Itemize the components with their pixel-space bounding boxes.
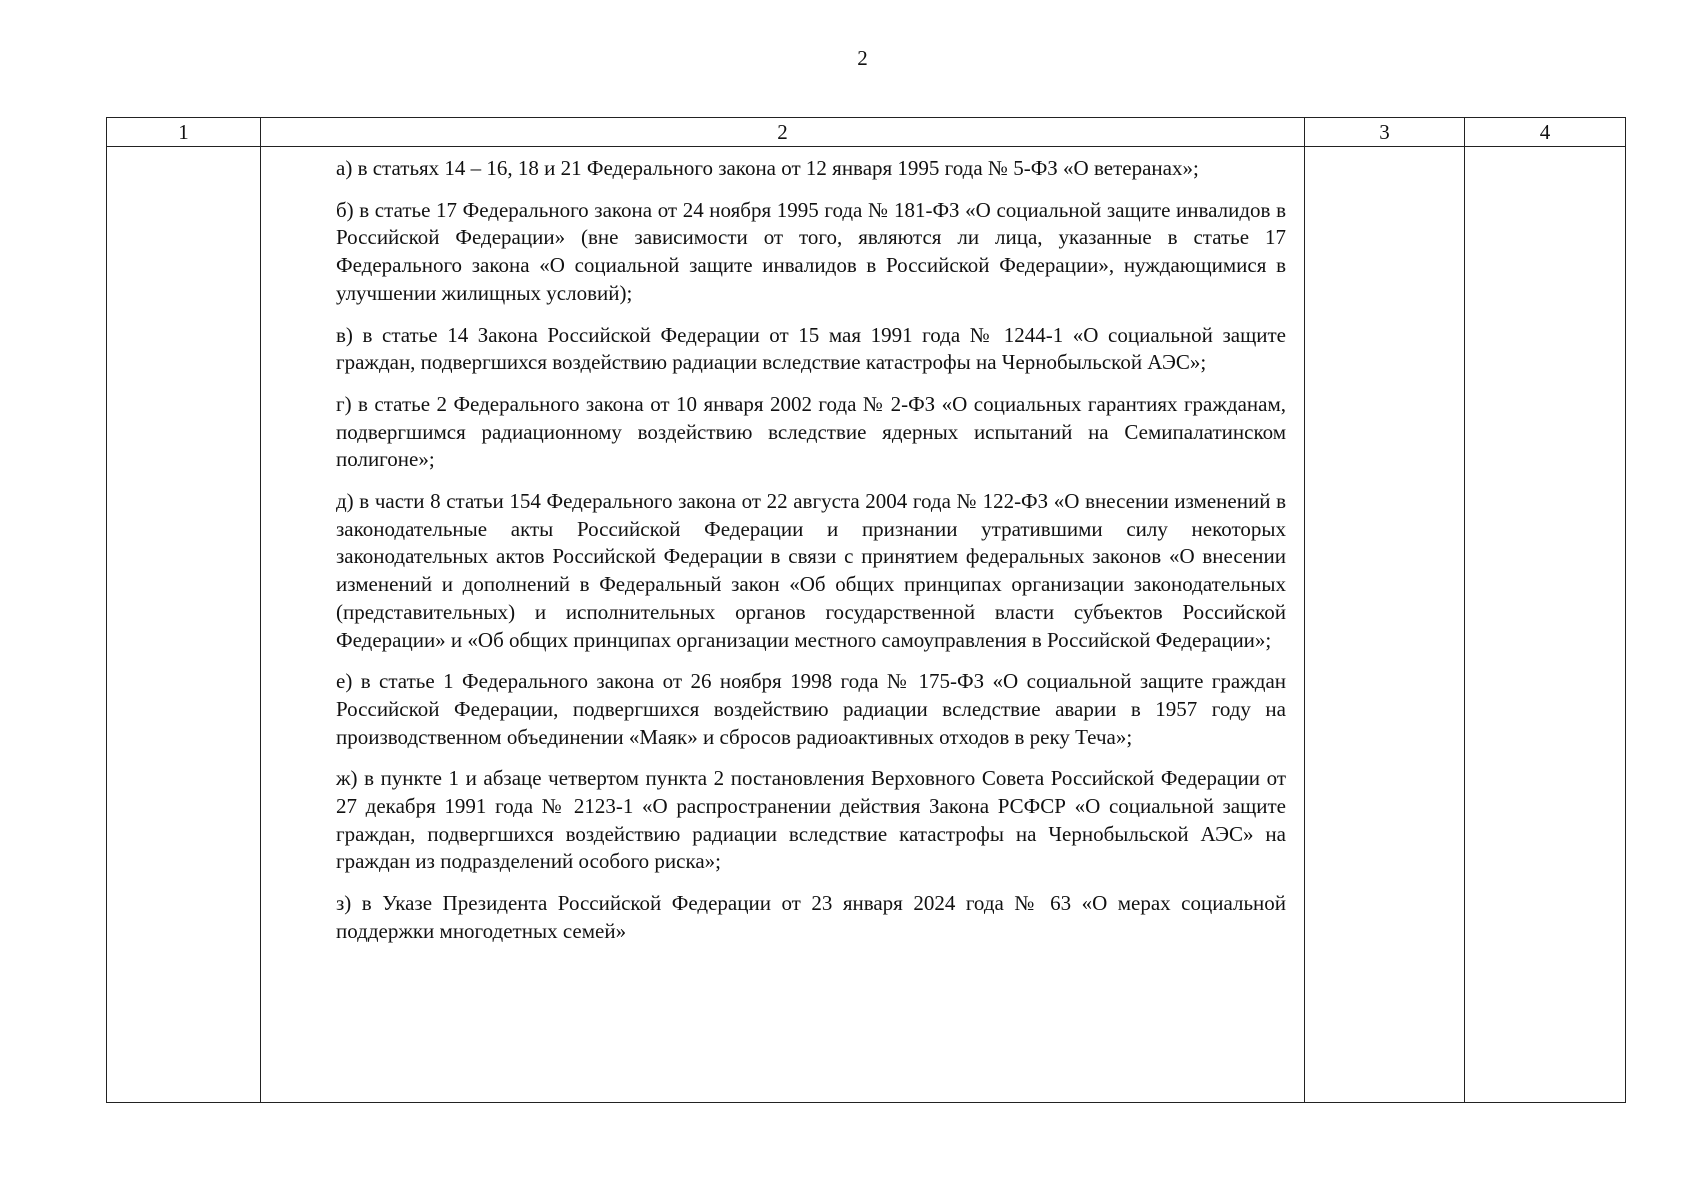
cell-column-1 (107, 147, 261, 1103)
column-header-1: 1 (107, 118, 261, 147)
document-table (106, 117, 1626, 1103)
legal-items-list (261, 147, 1304, 946)
cell-column-3 (1305, 147, 1465, 1103)
list-item-zh: ж) в пункте 1 и абзаце четвертом пункта 2 постановления Верховного Совета Российской Федерации от 27 декабря 1991 года № 2123-1 «О распространении действия Закона РСФСР «О социальной защите граждан, подвергшихся воздействию радиации вследствие катастрофы на Чернобыльской АЭС» на граждан из подразделений особого риска»; (336, 766, 1286, 874)
table-row (107, 147, 1626, 1103)
list-item-d: д) в части 8 статьи 154 Федерального закона от 22 августа 2004 года № 122-ФЗ «О внесении изменений в законодательные акты Российской Федерации и признании утратившими силу некоторых законодательных актов Российской Федерации в связи с принятием федеральных законов «О внесении изменений и дополнений в Федеральный закон «Об общих принципах организации законодательных (представительных) и исполнительных органов государственной власти субъектов Российской Федерации» и «Об общих принципах организации местного самоуправления в Российской Федерации»; (336, 489, 1286, 652)
list-item-e: е) в статье 1 Федерального закона от 26 ноября 1998 года № 175-ФЗ «О социальной защите граждан Российской Федерации, подвергшихся воздействию радиации вследствие аварии в 1957 году на производственном объединении «Маяк» и сбросов радиоактивных отходов в реку Теча»; (336, 669, 1286, 749)
list-item-b: б) в статье 17 Федерального закона от 24 ноября 1995 года № 181-ФЗ «О социальной защите инвалидов в Российской Федерации» (вне зависимости от того, являются ли лица, указанные в статье 17 Федерального закона «О социальной защите инвалидов в Российской Федерации», нуждающимися в улучшении жилищных условий); (336, 197, 1286, 305)
cell-column-4 (1465, 147, 1626, 1103)
column-header-4: 4 (1465, 118, 1626, 147)
list-item-g: г) в статье 2 Федерального закона от 10 января 2002 года № 2-ФЗ «О социальных гарантиях гражданам, подвергшимся радиационному воздействию вследствие ядерных испытаний на Семипалатинском полигоне»; (336, 391, 1286, 472)
table-header-row (107, 118, 1626, 147)
list-item-v: в) в статье 14 Закона Российской Федерации от 15 мая 1991 года № 1244-1 «О социальной защите граждан, подвергшихся воздействию радиации вследствие катастрофы на Чернобыльской АЭС»; (336, 322, 1286, 375)
cell-column-2 (261, 147, 1305, 1103)
list-item-z: з) в Указе Президента Российской Федерации от 23 января 2024 года № 63 «О мерах социальной поддержки многодетных семей» (336, 891, 1286, 943)
column-header-2: 2 (261, 118, 1305, 147)
column-header-3: 3 (1305, 118, 1465, 147)
list-item-a: а) в статьях 14 – 16, 18 и 21 Федерального закона от 12 января 1995 года № 5-ФЗ «О ветеранах»; (336, 156, 1199, 180)
page-number: 2 (857, 46, 868, 70)
